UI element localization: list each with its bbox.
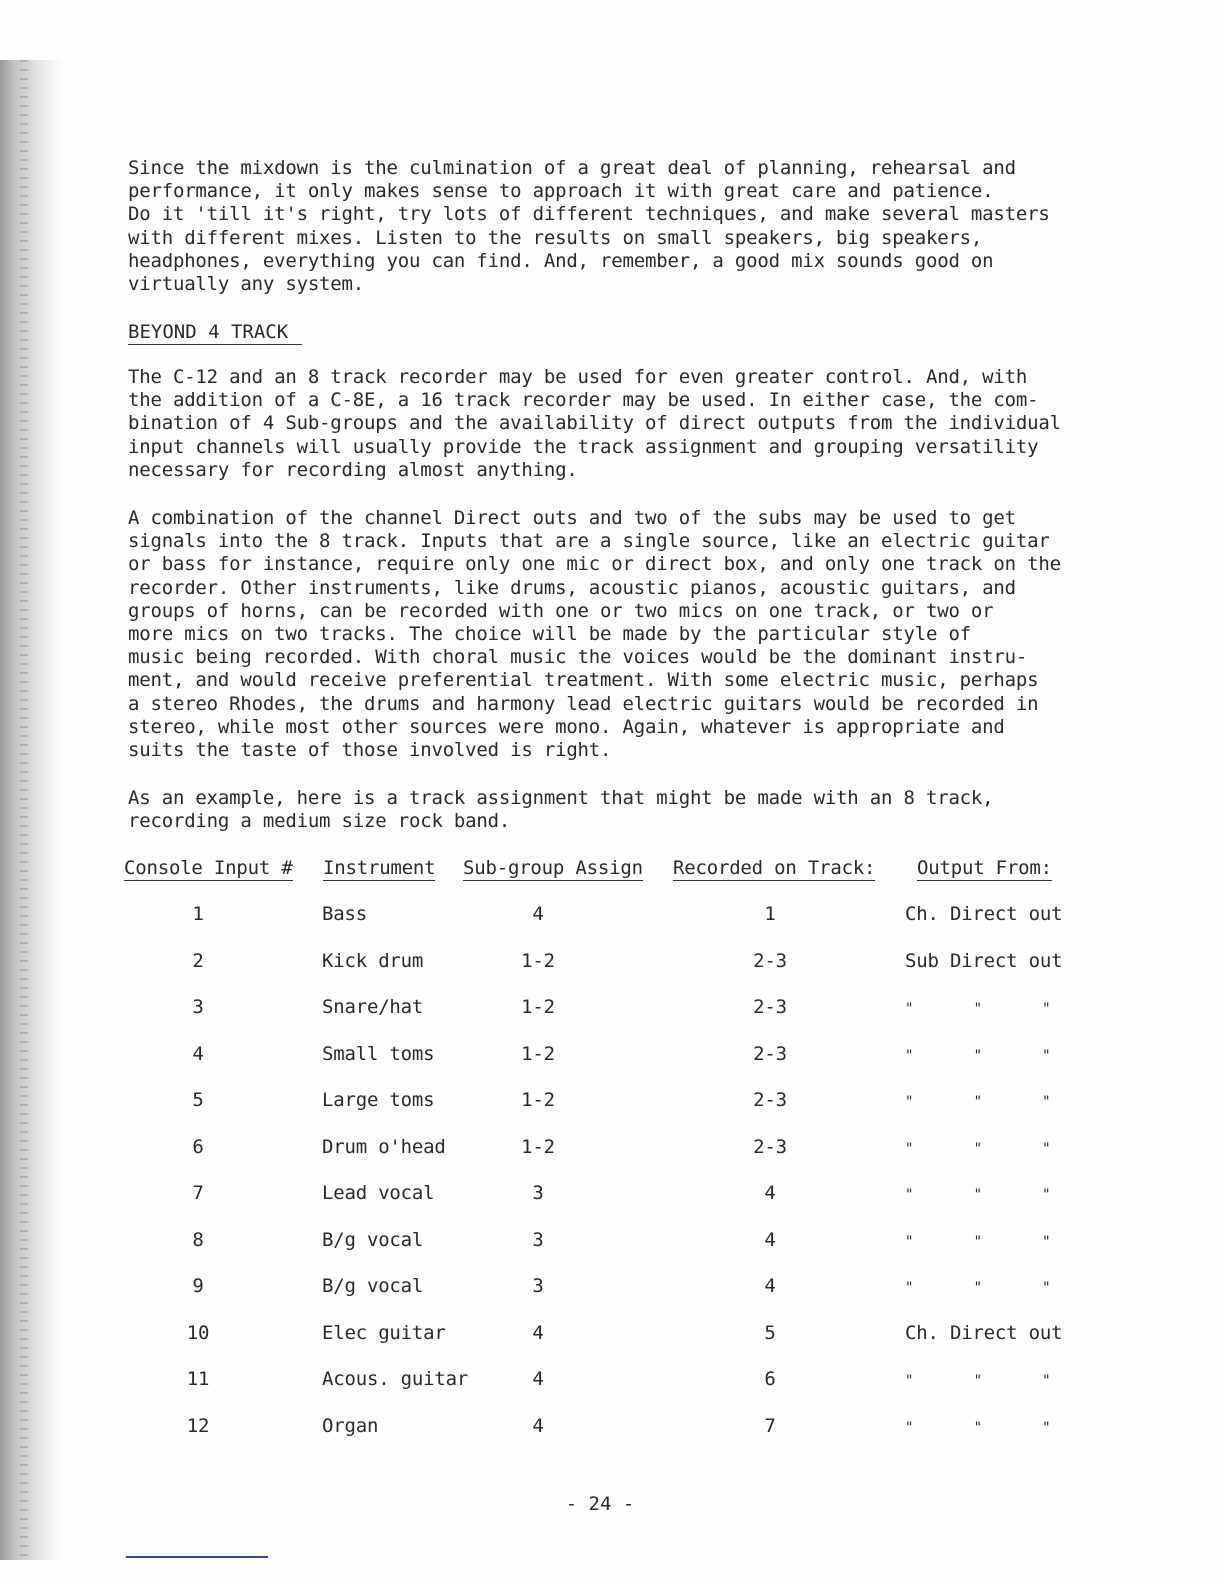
cell-subgroup: 4 <box>532 903 544 925</box>
header-instrument: Instrument <box>323 857 436 879</box>
cell-output: " " " <box>905 1094 1054 1110</box>
cell-instrument: Bass <box>322 903 367 925</box>
cell-recorded-track: 2-3 <box>753 1136 787 1158</box>
cell-subgroup: 4 <box>532 1368 544 1390</box>
bottom-rule <box>126 1556 268 1558</box>
cell-output: " " " <box>905 1187 1054 1203</box>
cell-subgroup: 3 <box>532 1275 544 1297</box>
cell-console-input: 11 <box>186 1368 210 1390</box>
header-subgroup: Sub-group Assign <box>463 857 643 879</box>
page-number: - 24 - <box>565 1493 635 1515</box>
cell-instrument: B/g vocal <box>322 1229 424 1251</box>
beyond-paragraph: The C-12 and an 8 track recorder may be used for even greater control. And, with the addition of a C-8E, a 16 track recorder may be used. In either case, the com- bination of 4 Sub-groups and the availability of direct outputs from the individual input channels will usually provide the track assignment and grouping versatility necessary for recording almost anything. <box>128 366 1061 481</box>
binding-edge <box>0 60 62 1560</box>
cell-subgroup: 1-2 <box>521 1136 555 1158</box>
cell-instrument: Small toms <box>322 1043 435 1065</box>
cell-console-input: 1 <box>192 903 204 925</box>
cell-output: " " " <box>905 1280 1054 1296</box>
intro-paragraph: Since the mixdown is the culmination of a great deal of planning, rehearsal and performance, it only makes sense to approach it with great care and patience. Do it 'till it's right, try lots of different techniques, and make several masters with different mixes. Listen to the results on small speakers, big speakers, headphones, everything you can find. And, remember, a good mix sounds good on virtually any system. <box>128 157 1050 296</box>
cell-recorded-track: 2-3 <box>753 996 787 1018</box>
cell-instrument: Lead vocal <box>322 1182 435 1204</box>
header-recorded-track: Recorded on Track: <box>673 857 876 879</box>
cell-console-input: 6 <box>192 1136 204 1158</box>
cell-recorded-track: 2-3 <box>753 1089 787 1111</box>
cell-subgroup: 4 <box>532 1415 544 1437</box>
cell-output: " " " <box>905 1141 1054 1157</box>
cell-recorded-track: 4 <box>764 1182 776 1204</box>
cell-recorded-track: 2-3 <box>753 1043 787 1065</box>
header-console-input: Console Input # <box>124 857 293 879</box>
cell-instrument: Snare/hat <box>322 996 424 1018</box>
cell-instrument: Organ <box>322 1415 379 1437</box>
cell-console-input: 9 <box>192 1275 204 1297</box>
cell-console-input: 5 <box>192 1089 204 1111</box>
cell-console-input: 3 <box>192 996 204 1018</box>
cell-recorded-track: 4 <box>764 1229 776 1251</box>
cell-console-input: 8 <box>192 1229 204 1251</box>
cell-instrument: Kick drum <box>322 950 424 972</box>
cell-instrument: Elec guitar <box>322 1322 446 1344</box>
cell-output: " " " <box>905 1001 1054 1017</box>
cell-subgroup: 3 <box>532 1229 544 1251</box>
cell-instrument: Acous. guitar <box>322 1368 469 1390</box>
cell-recorded-track: 1 <box>764 903 776 925</box>
cell-recorded-track: 7 <box>764 1415 776 1437</box>
cell-output: Sub Direct out <box>905 950 1063 972</box>
cell-output: Ch. Direct out <box>905 1322 1063 1344</box>
cell-recorded-track: 4 <box>764 1275 776 1297</box>
cell-subgroup: 4 <box>532 1322 544 1344</box>
cell-output: " " " <box>905 1420 1054 1436</box>
cell-output: " " " <box>905 1048 1054 1064</box>
cell-console-input: 4 <box>192 1043 204 1065</box>
cell-subgroup: 1-2 <box>521 1089 555 1111</box>
cell-instrument: Drum o'head <box>322 1136 446 1158</box>
cell-console-input: 12 <box>186 1415 210 1437</box>
cell-recorded-track: 5 <box>764 1322 776 1344</box>
combination-paragraph: A combination of the channel Direct outs and two of the subs may be used to get signals into the 8 track. Inputs that are a single source, like an electric guitar or bass for instance, require only one mic or direct box, and only one track on the recorder. Other instruments, like drums, acoustic pianos, acoustic guitars, and groups of horns, can be recorded with one or two mics on one track, or two or more mics on two tracks. The choice will be made by the particular style of music being recorded. With choral music the voices would be the dominant instru- ment, and would receive preferential treatment. With some electric music, perhaps a stereo Rhodes, the drums and harmony lead electric guitars would be recorded in stereo, while most other sources were mono. Again, whatever is appropriate and suits the taste of those involved is right. <box>128 507 1061 762</box>
cell-output: Ch. Direct out <box>905 903 1063 925</box>
cell-instrument: B/g vocal <box>322 1275 424 1297</box>
cell-instrument: Large toms <box>322 1089 435 1111</box>
section-heading: BEYOND 4 TRACK <box>128 320 302 345</box>
cell-console-input: 7 <box>192 1182 204 1204</box>
cell-subgroup: 1-2 <box>521 1043 555 1065</box>
cell-subgroup: 1-2 <box>521 950 555 972</box>
cell-console-input: 2 <box>192 950 204 972</box>
cell-console-input: 10 <box>186 1322 210 1344</box>
cell-recorded-track: 2-3 <box>753 950 787 972</box>
example-paragraph: As an example, here is a track assignment that might be made with an 8 track, recording a medium size rock band. <box>128 787 994 833</box>
cell-recorded-track: 6 <box>764 1368 776 1390</box>
cell-subgroup: 3 <box>532 1182 544 1204</box>
cell-subgroup: 1-2 <box>521 996 555 1018</box>
cell-output: " " " <box>905 1234 1054 1250</box>
cell-output: " " " <box>905 1373 1054 1389</box>
header-output: Output From: <box>917 857 1052 879</box>
